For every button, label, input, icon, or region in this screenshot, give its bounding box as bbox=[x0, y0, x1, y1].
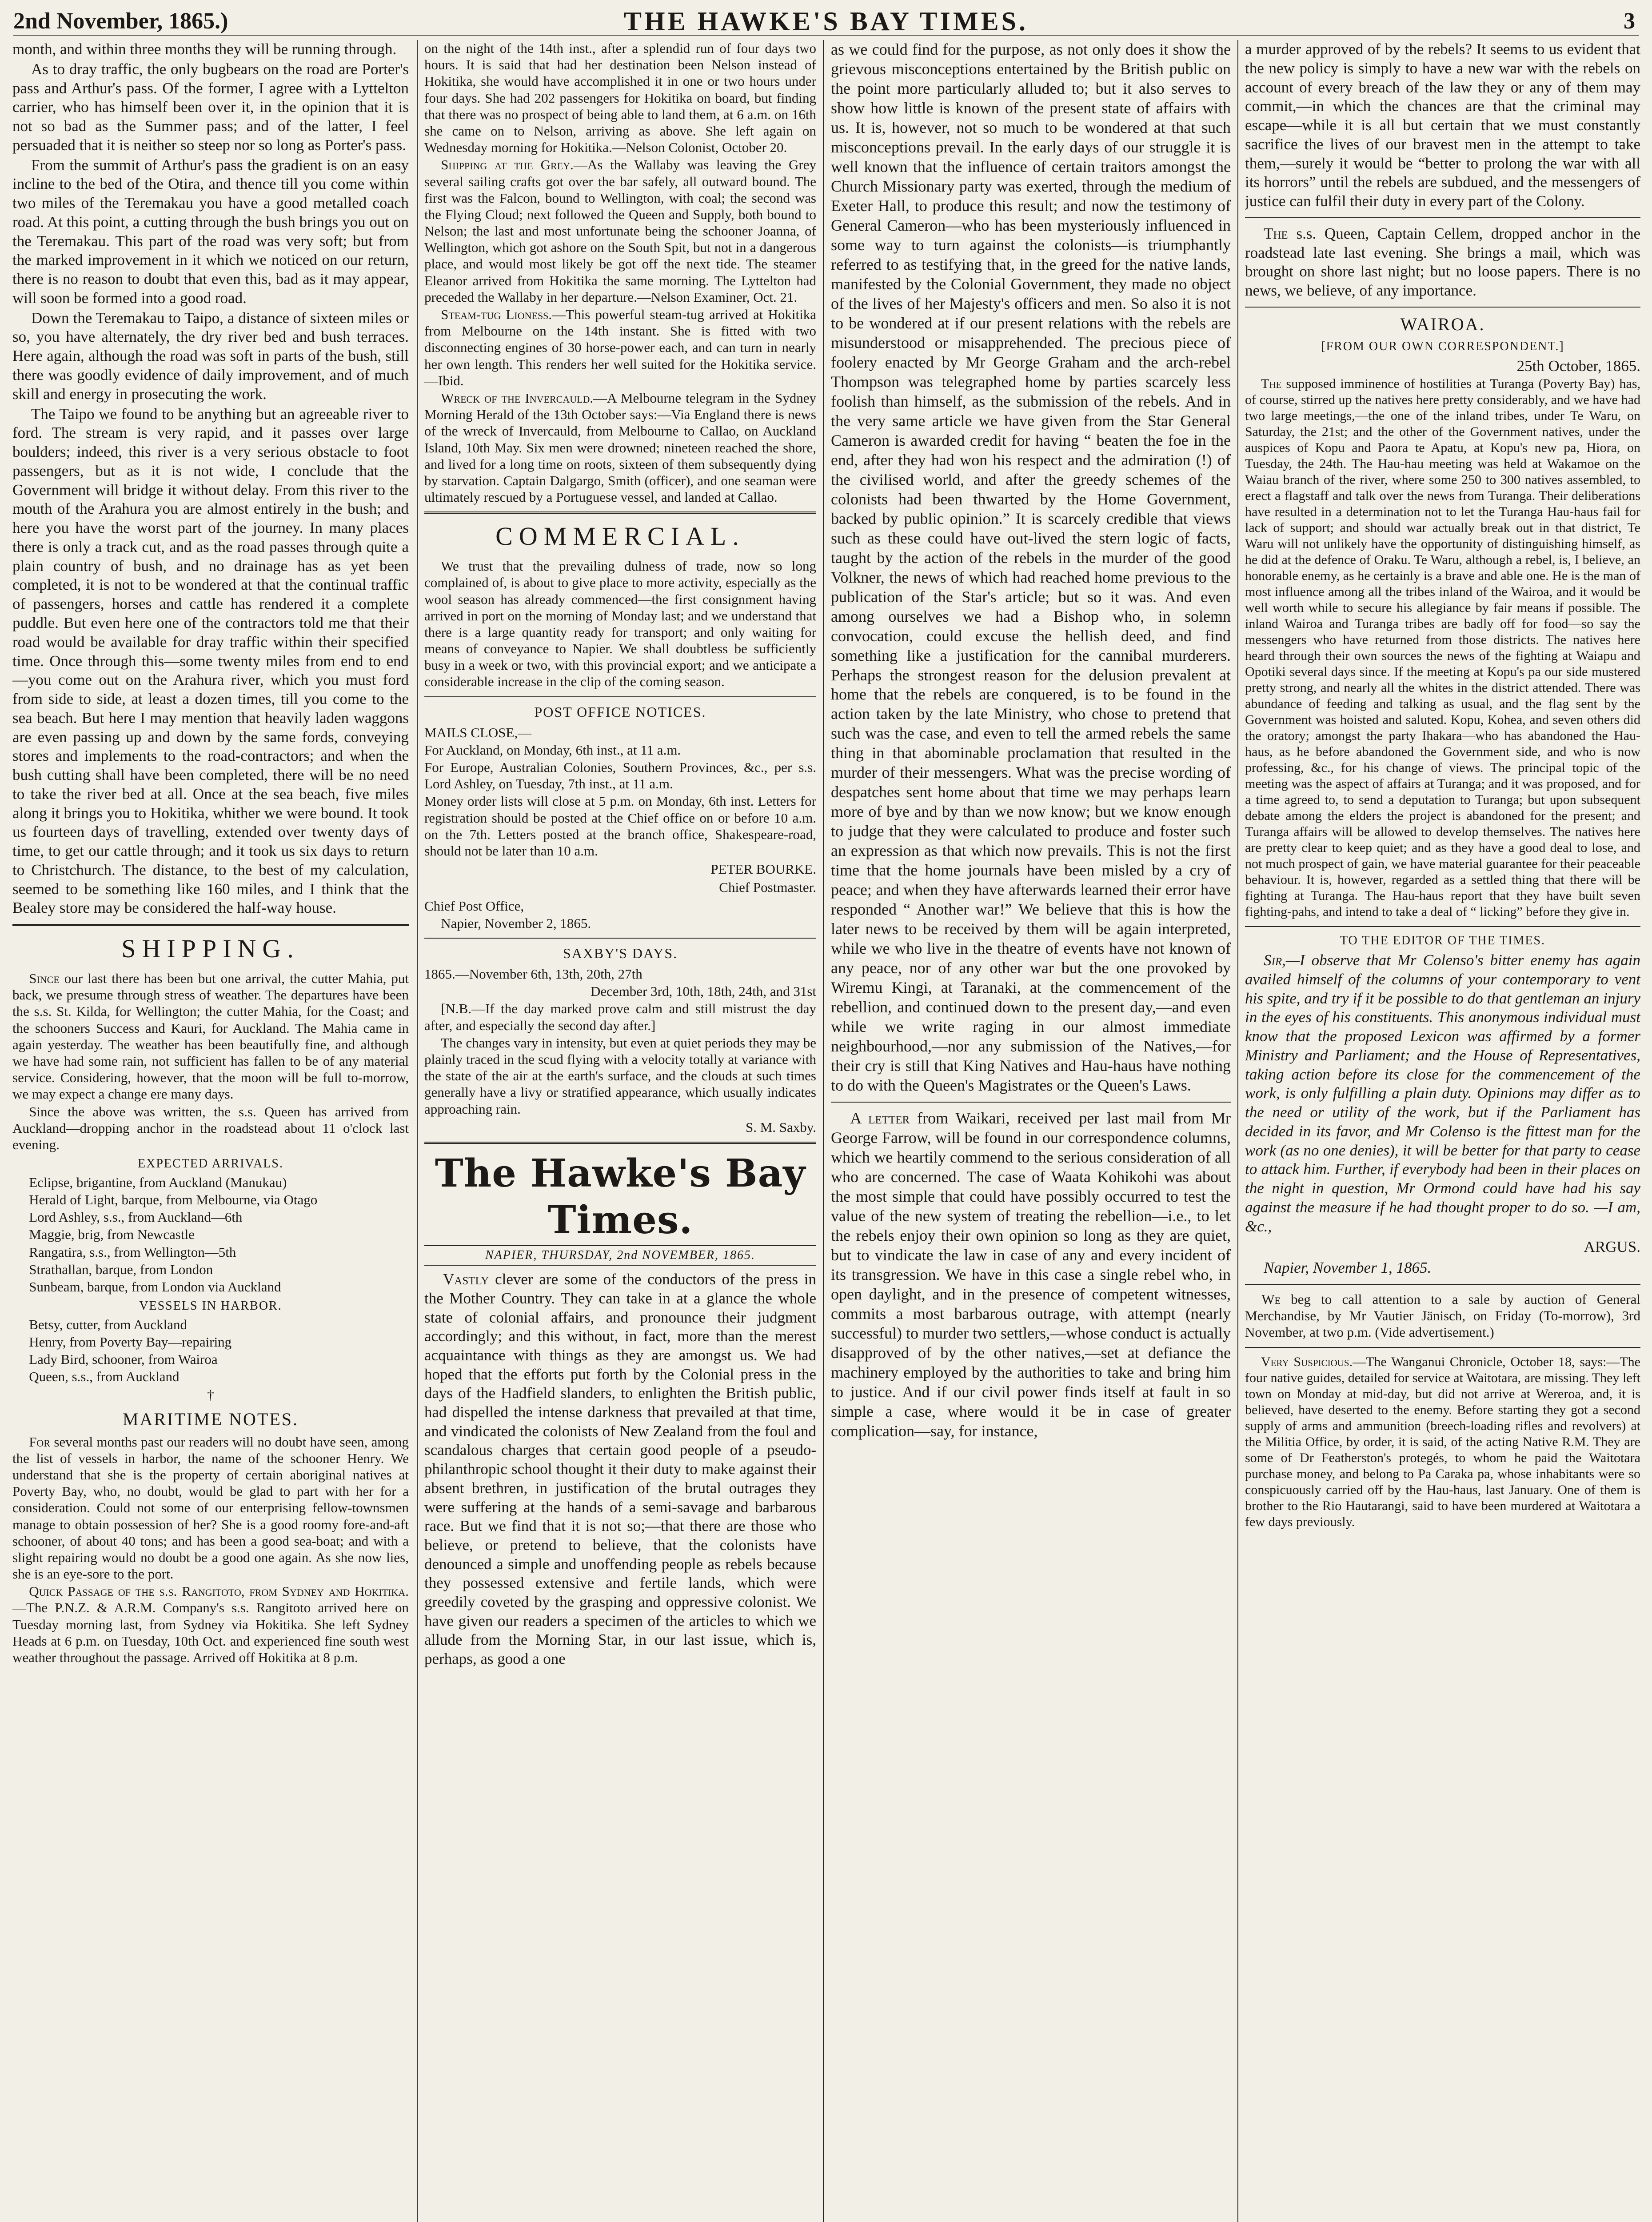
paragraph bbox=[424, 390, 816, 505]
paragraph bbox=[1245, 1291, 1640, 1341]
paragraph-text: several months past our readers will no doubt have seen, among the list of vessels in harbor, the name of the schooner Henry. We understand that she is the property of certain aboriginal natives at Poverty Bay, who, no doubt, would be glad to part with her for a consideration. Could not some of our enterprising fellow-townsmen manage to obtain possession of her? She is a good roomy fore-and-aft schooner, of about 40 tons; and has been a good sea-boat; and with a slight repairing would no doubt be a good one again. As she now lies, she is an eye-sore to the port. bbox=[12, 1434, 409, 1582]
letter-place-date: Napier, November 1, 1865. bbox=[1264, 1259, 1432, 1277]
run-in: Steam-tug Lioness. bbox=[441, 307, 552, 322]
paragraph bbox=[12, 1434, 409, 1583]
notice-line: For Auckland, on Monday, 6th inst., at 11 a.m. bbox=[424, 742, 681, 758]
run-in: Quick Passage of the s.s. Rangitoto, from Sydney and Hokitika. bbox=[29, 1583, 409, 1599]
paragraph: [N.B.—If the day marked prove calm and still mistrust the day after, and especially the second day after.] bbox=[424, 1001, 816, 1033]
paragraph bbox=[424, 1270, 816, 1668]
saxby-dates: 1865.—November 6th, 13th, 20th, 27th bbox=[424, 966, 642, 982]
section-heading-commercial: COMMERCIAL. bbox=[495, 522, 745, 551]
letter-body bbox=[1245, 951, 1640, 1236]
section-heading-letter: TO THE EDITOR OF THE TIMES. bbox=[1340, 933, 1546, 947]
section-heading-wairoa: WAIROA. bbox=[1400, 314, 1485, 334]
section-heading-shipping: SHIPPING. bbox=[121, 934, 300, 963]
list-item: Lord Ashley, s.s., from Auckland—6th bbox=[29, 1209, 243, 1225]
list-item: Herald of Light, barque, from Melbourne, via Otago bbox=[29, 1191, 318, 1207]
signature-name: S. M. Saxby. bbox=[745, 1119, 816, 1135]
signature-title: Chief Postmaster. bbox=[719, 879, 816, 895]
column-3 bbox=[831, 40, 1231, 2222]
paragraph bbox=[1245, 376, 1640, 920]
vessels-in-harbor-list bbox=[12, 1316, 409, 1385]
subheading-vessels-in-harbor: VESSELS IN HARBOR. bbox=[139, 1299, 282, 1313]
paragraph-text: our last there has been but one arrival, the cutter Mahia, put back, we presume through stress of weather. The departures have been the s.s. St. Kilda, for Wellington; the cutter Mahia, for the Coast; and the schooners Success and Kauri, for Auckland. The Mahia came in again yesterday. The weather has been beautifully fine, and although we have had some rain, not sufficient has fallen to be of any material service. Considering, however, that the moon will be full to-morrow, we may expect a change ere many days. bbox=[12, 971, 409, 1102]
list-item: Maggie, brig, from Newcastle bbox=[29, 1227, 195, 1243]
paragraph bbox=[1245, 1354, 1640, 1530]
column-2 bbox=[424, 40, 816, 2222]
notice-line: For Europe, Australian Colonies, Southern Provinces, &c., per s.s. Lord Ashley, on Tuesday, 7th inst., at 11 a.m. bbox=[424, 759, 816, 792]
section-heading-post-office: POST OFFICE NOTICES. bbox=[534, 703, 706, 720]
expected-arrivals-list bbox=[12, 1174, 409, 1295]
paragraph: a murder approved of by the rebels? It seems to us evident that the new policy is simply to have a new war with the rebels on account of every breach of the law they or any of them may commit,—in which the chances are that the criminal may escape—while it is all but certain that we must constantly sacrifice the lives of our bravest men in the attempt to take them,—surely it would be “better to prolong the war with all its horrors” until the rebels are subdued, and the messengers of justice can fulfil their duty in every part of the Colony. bbox=[1245, 40, 1640, 210]
notice-line: MAILS CLOSE,— bbox=[424, 724, 532, 740]
paragraph-text: —The P.N.Z. & A.R.M. Company's s.s. Rangitoto arrived here on Tuesday morning last, from Sydney via Hokitika. She left Sydney Heads at 6 p.m. on Tuesday, 10th Oct. and experienced fine south west weather throughout the passage. Arrived off Hokitika at 8 p.m. bbox=[12, 1600, 409, 1666]
paragraph-text: supposed imminence of hostilities at Turanga (Poverty Bay) has, of course, stirred up the natives here pretty considerably, and we have had two large meetings,—the one of the inland tribes, under Te Waru, on Saturday, the 21st; and the other of the Government natives, under the auspices of Kopu and Paora te Apatu, at Kopu's new pa, Hiora, on Tuesday, the 24th. The Hau-hau meeting was held at Wakamoe on the Waiau branch of the river, where some 250 to 300 natives assembled, to erect a flagstaff and talk over the news from Turanga. Their deliberations have resulted in a determination not to let the Turanga Hau-haus fail for lack of support; and should war actually break out in that district, Te Waru will not unlikely have the opportunity of distinguishing himself, as he did at the defence of Oraku. Te Waru, although a rebel, is, I believe, an honorable enemy, as he certainly is a brave and able one. He is the man of most influence among all the tribes inland of the Wairoa, and it would be well worth while to secure his allegiance by fair means if possible. The inland Wairoa and Turanga tribes are badly off for food—so say the messengers who have returned from those districts. The natives here heard through their own sources the news of the fighting at Waiapu and Opotiki several days since. If the meeting at Kopu's pa our side mustered pretty strong, and nearly all the whites in the district attended. There was abundance of feeding and talking as usual, and the flag sent by the Government was hoisted and saluted. Kopu, Kohea, and seven others did the oratory; amongst the party Ihakara—who has abandoned the Hau-haus, as he before abandoned the Government side, and who is now professing, &c., for his change of views. The principal topic of the meeting was the aspect of affairs at Turanga; and it was proposed, and for a time agreed to, to send a deputation to Turanga; but upon subsequent debate among the elders the project is abandoned for the present; and Turanga affairs will be allowed to develop themselves. The natives here are pretty clear to keep quiet; and as they have a good deal to lose, and not much prospect of gain, we have material guarantee for their peaceable behaviour. It is, however, regarded as a settled thing that there will be fighting at Turanga. The Hau-haus report that they have built seven fighting-pahs, and intend to take a deal of “ licking” before they give in. bbox=[1245, 376, 1640, 919]
paragraph: as we could find for the purpose, as not only does it show the grievous misconceptions entertained by the British public on the point more particularly alluded to; but it also serves to show how little is known of the present state of affairs with us. It is, however, not so much to be wondered at that such misconceptions prevail. In the early days of our struggle it is well known that the influence of certain traitors amongst the Church Missionary party was exerted, through the medium of Exeter Hall, to produce this result; and now the testimony of General Cameron—who has been mysteriously influenced in some way to turn against the colonists—is triumphantly referred to as testifying that, in the greed for the native lands, manifested by the Colonial Government, they made no object of the lives of her Majesty's officers and men. So also it is not to be wondered at if our present relations with the rebels are misunderstood or misapprehended. The precious piece of foolery enacted by Mr George Graham and the arch-rebel Thompson was telegraphed home by parties scarcely less foolish than himself, as the submission of the rebels. And in the very same article we have given from the Star General Cameron is awarded credit for having “ beaten the foe in the end, after they had won his respect and the admiration (!) of the civilised world, and after the greedy schemes of the colonists had been thwarted by the Home Government, backed by public opinion.” It is scarcely credible that views such as these could have out-lived the stern logic of facts, taught by the action of the rebels in the murder of the good Volkner, the news of which had reached home previous to the publication of the Star's article; but so it was. And even among ourselves we had a Bishop who, in solemn convocation, could excuse the hellish deed, and find something like a justification for the cannibal murderers. Perhaps the strongest reason for the delusion prevalent at home that the rebels are conquered, is to be found in the action taken by the late Ministry, who chose to pretend that such was the case, and even to tell the armed rebels the same thing in that abominable proclamation that resulted in the murder of their messengers. What was the precise wording of despatches sent home about that time we may perhaps learn more of bye and by than we now know; but we know enough to judge that they were calculated to produce and foster such an expression as that which now prevails. This is not the first time that the home journals have been misled by a cry of peace; and when they have afterwards learned their error have responded “ Another war!” We believe that this is how the later news to be received by them will be again interpreted, while we who live in the theatre of events have not known of any peace, nor of any other war but the one provoked by Wiremu Kingi, at Taranaki, at the commencement of the rebellion, and continued down to the present day,—and even while we write raging in our almost immediate neighbourhood,—nor any submission of the Natives,—for their cry is still that King Natives and Hau-haus have nothing to do with the Queen's Magistrates or the Queen's Laws. bbox=[831, 40, 1231, 1095]
saxby-dates: December 3rd, 10th, 18th, 24th, and 31st bbox=[591, 983, 816, 999]
notice-line: Money order lists will close at 5 p.m. on Monday, 6th inst. Letters for registration should be posted at the Chief office on or before 10 a.m. on the 7th. Letters posted at the branch office, Shakespeare-road, should not be later than 10 a.m. bbox=[424, 793, 816, 859]
paragraph-text: —This powerful steam-tug arrived at Hokitika from Melbourne on the 14th instant. She is fitted with two disconnecting engines of 30 horse-power each, and can turn in nearly her own length. This renders her well suited for the Hokitika service.—Ibid. bbox=[424, 307, 816, 388]
paragraph: We trust that the prevailing dulness of trade, now so long complained of, is about to give place to more activity, especially as the wool season has already commenced—the first consignment having arrived in port on the morning of Monday last; and we understand that there is a large quantity ready for transport; and only waiting for means of conveyance to Napier. We shall doubtless be sufficiently busy in a week or two, with this provincial export; and we anticipate a considerable increase in the clip of the coming season. bbox=[424, 558, 816, 690]
section-heading-saxbys-days: SAXBY'S DAYS. bbox=[563, 945, 678, 961]
section-divider bbox=[1245, 1284, 1640, 1285]
paragraph bbox=[424, 156, 816, 305]
paragraph: As to dray traffic, the only bugbears on the road are Porter's pass and Arthur's pass. Of the former, I agree with a Lyttelton carrier, who has himself been over it, in the opinion that it is not so bad as the Summer pass; and of the latter, I feel persuaded that it is neither so steep nor so long as Porter's pass. bbox=[12, 60, 409, 154]
list-item: Lady Bird, schooner, from Wairoa bbox=[29, 1351, 218, 1367]
list-item: Henry, from Poverty Bay—repairing bbox=[29, 1334, 232, 1350]
section-divider bbox=[424, 1142, 816, 1144]
paragraph-text: from Waikari, received per last mail from Mr George Farrow, will be found in our correspondence columns, which we heartily commend to the serious consideration of all who are concerned. The case of Waata Kohikohi was about the most simple that could have possibly occurred to test the value of the new system of treating the rebellion—i.e., to let the rebels enjoy their own opinion so long as they are quiet, but to vindicate the law in case of any and every incident of its transgression. We have in this case a single rebel who, in open daylight, and in the presence of competent witnesses, commits a most barbarous outrage, with attempt (nearly successful) to murder two settlers,—whose conduct is actually disapproved of by the other natives,—set at defiance the machinery employed by the authorities to take and bring him to justice. And if our civil power finds itself at fault in so simple a case, where would it be in case of greater complication—say, for instance, bbox=[831, 1109, 1231, 1440]
run-in: Wreck of the Invercauld. bbox=[441, 390, 594, 406]
section-divider bbox=[1245, 1347, 1640, 1348]
page-masthead bbox=[13, 6, 1639, 36]
paragraph: Down the Teremakau to Taipo, a distance of sixteen miles or so, you have alternately, the dry river bed and bush terraces. Here again, although the road was soft in parts of the bush, still there was goodly evidence of daily improvement, and of much skill and energy in prosecuting the work. bbox=[12, 309, 409, 403]
page-number: 3 bbox=[1624, 8, 1635, 34]
paragraph: The Taipo we found to be anything but an agreeable river to ford. The stream is very rapid, and it passes over large boulders; indeed, this river is a very serious obstacle to foot passengers, but as it is not wide, I conclude that the Government will bridge it without delay. From this river to the mouth of the Arahura you are almost entirely in the bush; and here you have the worst part of the journey. In many places there is only a track cut, and as the road passes through quite a plain country of bush, and no drainage has as yet been completed, it is not to be wondered at that the continual traffic of passengers, horses and cattle has rendered it a complete puddle. But even here one of the contractors told me that their road would be available for dray traffic within their specified time. Once through this—some twenty miles from end to end—you come out on the Arahura river, which you must ford from side to side, at least a dozen times, till you come to the sea beach. But here I may mention that heavily laden waggons are even passing up and down by the same fords, conveying stores and implements to the road-contractors; and when the bush cutting shall have been completed, there will be no need to take the river bed at all. Once at the sea beach, five miles along it brings you to Hokitika, whither we were bound. It took us fourteen days of travelling, extended over twenty days of time, to get our cattle through; and it took us six days to return to Christchurch. The distance, to the best of my calculation, seemed to be something like 160 miles, and I think that the Bealey store may be considered the half-way house. bbox=[12, 405, 409, 917]
paragraph-text: —The Wanganui Chronicle, October 18, says:—The four native guides, detailed for service at Waitotara, are missing. They left town on Monday at mid-day, but did not arrive at Wereroa, and, it is believed, have deserted to the enemy. Before starting they got a second supply of arms and ammunition (breech-loading rifles and revolvers) at the Militia Office, by order, it is said, of the acting Native R.M. They are some of Dr Featherston's protegés, to whom he paid the Waitotara purchase money, and belong to Pa Caraka pa, whose inhabitants were so conspicuously carried off by the Hau-haus, last January. One of them is brother to the Rio Hautarangi, said to have been murdered at Waitotara a few days previously. bbox=[1245, 1354, 1640, 1529]
paragraph-text: —I observe that Mr Colenso's bitter enemy has again availed himself of the columns of your contemporary to vent his spite, and try if it be possible to do that gentleman an injury in the eyes of his constituents. This anonymous individual must know that the proposed Lexicon was affirmed by a former Ministry and Parliament; and the House of Representatives, taking action before its close for the commencement of the work, is only fulfilling a plain duty. Opinions may differ as to the need or utility of the work, but if the Parliament has decided in its favor, and Mr Colenso is the fittest man for the work (as no one denies), it will be better for that party to cease to attack him. Further, if everybody had been in their places on the night in question, Mr Ormond could have had his say against the measure if he had thought proper to do so. —I am, &c., bbox=[1245, 951, 1640, 1235]
list-item: Queen, s.s., from Auckland bbox=[29, 1369, 180, 1385]
column-rule bbox=[417, 40, 418, 2222]
paragraph-text: —A Melbourne telegram in the Sydney Morning Herald of the 13th October says:—Via England there is news of the wreck of Invercauld, from Melbourne to Callao, on Auckland Island, 10th May. Six men were drowned; nineteen reached the shore, and lived for a long time on roots, sixteen of them subsequently dying by starvation. Captain Dalgargo, Smith (officer), and one seaman were ultimately rescued by a Portuguese vessel, and landed at Callao. bbox=[424, 390, 816, 505]
run-in: Sir, bbox=[1264, 951, 1286, 969]
paragraph: Since the above was written, the s.s. Queen has arrived from Auckland—dropping anchor in the roadstead about 11 o'clock last evening. bbox=[12, 1103, 409, 1152]
paragraph-text: —As the Wallaby was leaving the Grey several sailing crafts got over the bar safely, all outward bound. The first was the Falcon, bound to Wellington, with coal; the second was the Flying Cloud; next followed the Queen and Supply, both bound to Nelson; the last and most unfortunate being the schooner Joanna, of Wellington, which got ashore on the South Spit, but not in a dangerous place, and would most likely be got off the next tide. The steamer Eleanor arrived from Hokitika the same morning. The Lyttelton had preceded the Wallaby in her departure.—Nelson Examiner, Oct. 21. bbox=[424, 157, 816, 305]
newspaper-title: THE HAWKE'S BAY TIMES. bbox=[623, 7, 1029, 36]
paragraph-text: s.s. Queen, Captain Cellem, dropped anchor in the roadstead late last evening. She brings a mail, which was brought on shore last night; but no loose papers. There is no news, we believe, of any importance. bbox=[1245, 224, 1640, 300]
subheading-expected-arrivals: EXPECTED ARRIVALS. bbox=[138, 1157, 283, 1171]
list-item: Betsy, cutter, from Auckland bbox=[29, 1316, 187, 1332]
run-in: The bbox=[1261, 376, 1282, 391]
signature-name: PETER BOURKE. bbox=[710, 861, 816, 877]
run-in: The bbox=[1264, 224, 1288, 242]
run-in: Since bbox=[29, 971, 60, 987]
section-divider bbox=[1245, 307, 1640, 308]
dagger-ornament: † bbox=[207, 1387, 214, 1403]
column-rule bbox=[823, 40, 824, 2222]
section-heading-maritime-notes: MARITIME NOTES. bbox=[122, 1409, 299, 1429]
section-divider bbox=[424, 696, 816, 697]
column-1 bbox=[12, 40, 409, 2222]
list-item: Rangatira, s.s., from Wellington—5th bbox=[29, 1244, 236, 1260]
column-4 bbox=[1245, 40, 1640, 2222]
section-divider bbox=[12, 924, 409, 926]
paragraph bbox=[12, 970, 409, 1103]
section-divider bbox=[1245, 926, 1640, 927]
paragraph bbox=[12, 1583, 409, 1666]
list-item: Strathallan, barque, from London bbox=[29, 1261, 213, 1277]
paragraph bbox=[831, 1109, 1231, 1441]
section-divider bbox=[424, 512, 816, 514]
correspondent-date: 25th October, 1865. bbox=[1516, 357, 1640, 375]
run-in: For bbox=[29, 1434, 50, 1450]
paragraph: From the summit of Arthur's pass the gradient is on an easy incline to the bed of the Otira, and thence till you come within two miles of the Teremakau you have a good metalled coach road. At this point, a cutting through the bush brings you out on the Teremakau. This part of the road was very soft; but from the marked improvement in it which we noticed on our return, there is no reason to doubt that even this, bad as it may appear, will soon be formed into a good road. bbox=[12, 156, 409, 307]
paragraph-text: clever are some of the conductors of the press in the Mother Country. They can take in at a glance the whole state of colonial affairs, and pronounce their judgment accordingly; and this without, in fact, more than the merest acquaintance with things as they are amongst us. We had hoped that the efforts put forth by the Colonial press in the days of the Hadfield slanders, to enlighten the British public, had dispelled the intense darkness that prevailed at that time, and vindicated the colonists of New Zealand from the foul and scandalous charges that certain good people of a pseudo-philanthropic school thought it their duty to make against their absent brethren, in justification of the brutal outrages they were suffering at the hands of a semi-savage and barbarous race. But we find that it is not so;—that there are those who believe, or pretend to believe, that the colonists have denounced a simple and unoffending people as rebels because they possessed extensive and fertile lands, which were greedily coveted by the grasping and oppressive colonist. We have given our readers a specimen of the articles to which we allude from the Morning Star, in our last issue, which is, perhaps, as good a one bbox=[424, 1271, 816, 1668]
section-divider bbox=[424, 938, 816, 939]
section-divider bbox=[1245, 217, 1640, 218]
notice-date: Napier, November 2, 1865. bbox=[441, 915, 591, 931]
column-rule bbox=[1237, 40, 1238, 2222]
paragraph: month, and within three months they will be running through. bbox=[12, 40, 397, 58]
paragraph: on the night of the 14th inst., after a splendid run of four days two hours. It is said that had her destination been Nelson instead of Hokitika, she would have accomplished it in one or two hours under four days. She had 202 passengers for Hokitika on board, but finding that there was no prospect of being able to land them, at 6 a.m. on 16th she came on to Nelson, arriving as above. She left again on Wednesday morning for Hokitika.—Nelson Colonist, October 20. bbox=[424, 40, 816, 156]
paragraph-text: beg to call attention to a sale by auction of General Merchandise, by Mr Vautier Jänisch, on Friday (To-morrow), 3rd November, at two p.m. (Vide advertisement.) bbox=[1245, 1291, 1640, 1340]
paragraph bbox=[1245, 224, 1640, 300]
list-item: Eclipse, brigantine, from Auckland (Manukau) bbox=[29, 1174, 287, 1190]
paragraph: The changes vary in intensity, but even at quiet periods they may be plainly traced in the scud flying with a velocity totally at variance with the state of the air at the earth's surface, and the clouds at such times generally have a livy or stratified appearance, which usually indicates approaching rain. bbox=[424, 1035, 816, 1117]
notice-place: Chief Post Office, bbox=[424, 898, 524, 914]
correspondent-line: [FROM OUR OWN CORRESPONDENT.] bbox=[1321, 339, 1564, 353]
run-in: Shipping at the Grey. bbox=[441, 157, 574, 173]
paragraph bbox=[424, 306, 816, 389]
run-in: Vastly bbox=[443, 1271, 489, 1288]
run-in: A letter bbox=[850, 1109, 910, 1127]
signature-name: ARGUS. bbox=[1584, 1238, 1640, 1256]
editorial-dateline: NAPIER, THURSDAY, 2nd NOVEMBER, 1865. bbox=[424, 1245, 816, 1266]
run-in: We bbox=[1261, 1291, 1281, 1307]
section-divider bbox=[831, 1102, 1231, 1103]
editorial-nameplate: The Hawke's Bay Times. bbox=[435, 1151, 806, 1243]
issue-date: 2nd November, 1865.) bbox=[13, 8, 228, 34]
run-in: Very Suspicious. bbox=[1261, 1354, 1353, 1369]
list-item: Sunbeam, barque, from London via Auckland bbox=[29, 1279, 281, 1295]
